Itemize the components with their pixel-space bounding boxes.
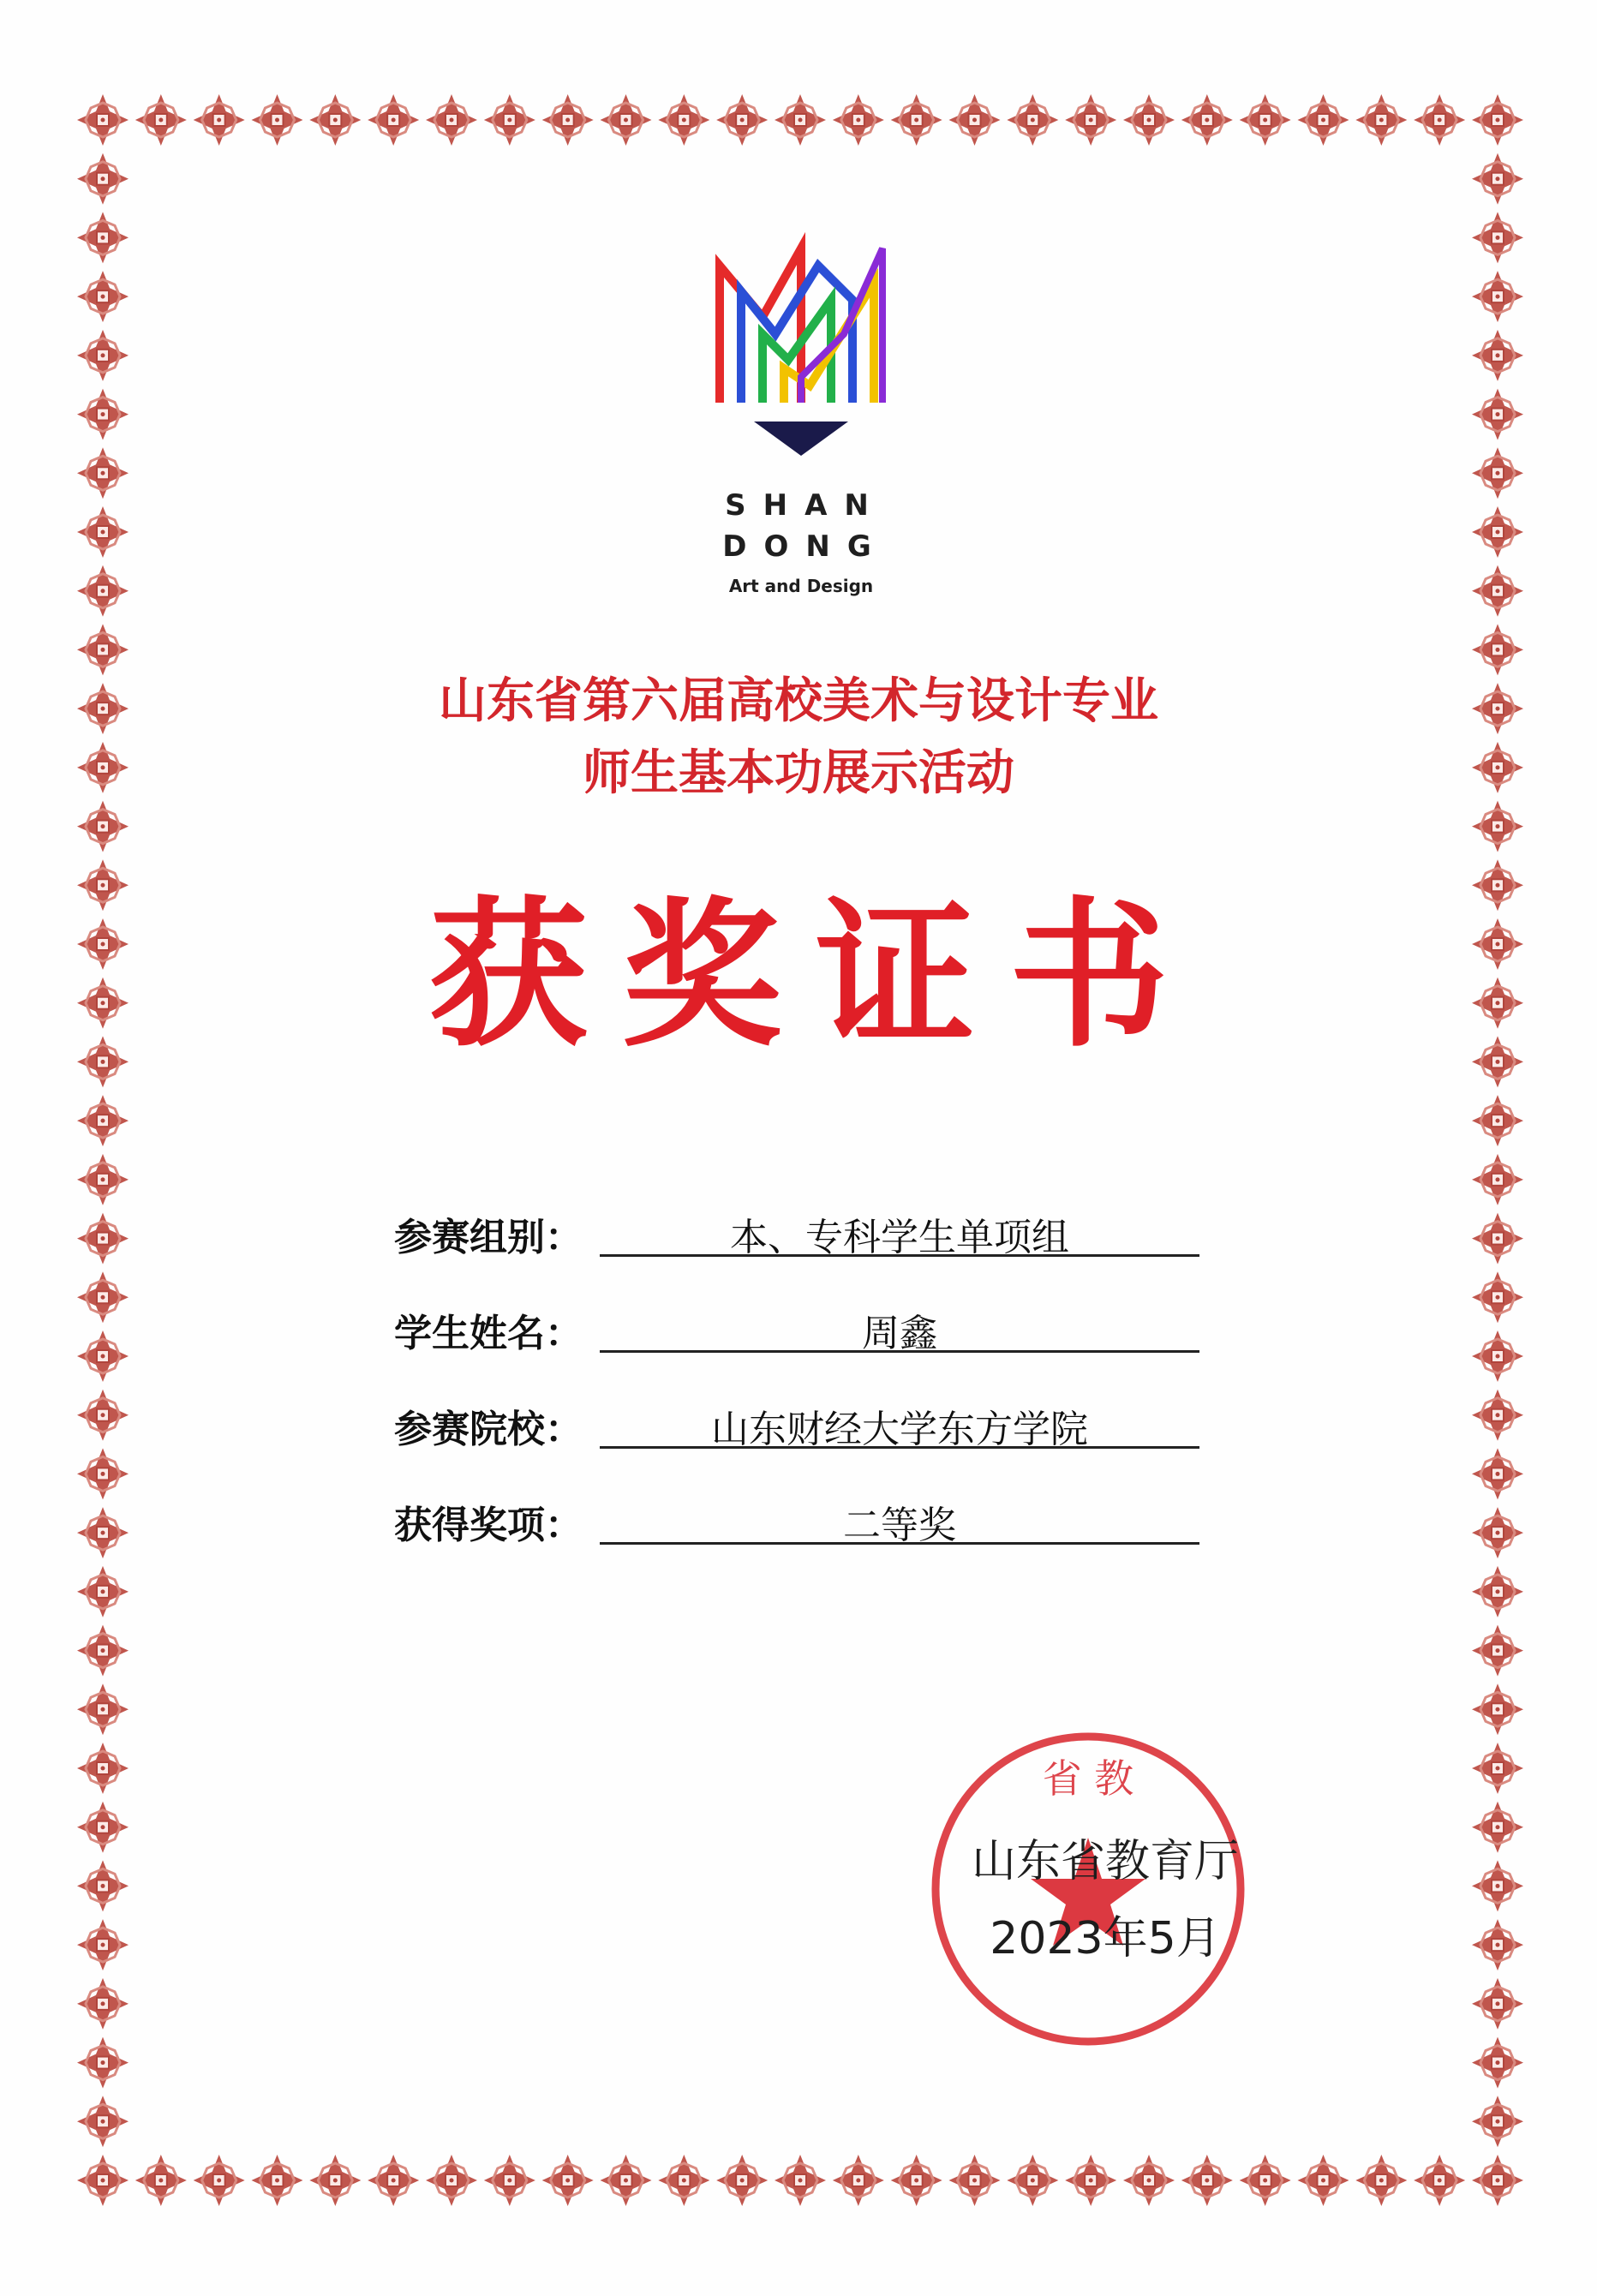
border-ornament-icon (77, 565, 129, 617)
border-ornament-icon (891, 2155, 942, 2206)
logo-text-shan: SHAN (725, 488, 886, 523)
border-ornament-icon (1472, 1507, 1523, 1558)
border-ornament-icon (77, 271, 129, 322)
event-title-line2: 师生基本功展示活动 (583, 745, 1014, 801)
border-ornament-icon (1472, 1213, 1523, 1265)
border-ornament-icon (77, 2096, 129, 2147)
border-ornament-icon (1472, 506, 1523, 558)
border-ornament-icon (77, 447, 129, 499)
border-ornament-icon (1472, 1625, 1523, 1677)
border-ornament-icon (1472, 1743, 1523, 1794)
border-ornament-icon (77, 1271, 129, 1323)
border-ornament-icon (484, 94, 535, 146)
field-value-award: 二等奖 (843, 1504, 956, 1547)
border-ornament-icon (77, 801, 129, 852)
border-ornament-icon (1472, 1860, 1523, 1911)
border-ornament-icon (1181, 94, 1233, 146)
border-ornament-icon (77, 94, 129, 146)
issue-date: 2023年5月 (990, 1913, 1221, 1964)
border-ornament-icon (194, 2155, 245, 2206)
official-seal (921, 1722, 1255, 2056)
border-ornament-icon (1472, 1919, 1523, 1970)
field-row-student-name (394, 1295, 1208, 1364)
border-ornament-icon (77, 1507, 129, 1558)
border-ornament-icon (1007, 94, 1058, 146)
border-ornament-icon (1240, 94, 1291, 146)
border-ornament-icon (775, 94, 826, 146)
border-ornament-icon (1472, 1271, 1523, 1323)
border-ornament-icon (368, 2155, 419, 2206)
border-ornament-icon (309, 94, 361, 146)
border-ornament-icon (1472, 389, 1523, 440)
border-ornament-icon (1355, 94, 1407, 146)
border-ornament-icon (891, 94, 942, 146)
border-ornament-icon (601, 2155, 652, 2206)
border-ornament-icon (77, 1390, 129, 1441)
border-ornament-icon (1298, 2155, 1349, 2206)
border-ornament-icon (77, 212, 129, 263)
logo-text-art-design: Art and Design (728, 576, 874, 596)
border-ornament-icon (1298, 94, 1349, 146)
field-value-school: 山东财经大学东方学院 (711, 1408, 1088, 1451)
border-ornament-icon (1472, 153, 1523, 205)
border-ornament-icon (77, 1566, 129, 1617)
border-ornament-icon (1472, 1978, 1523, 2030)
border-ornament-icon (949, 2155, 1001, 2206)
border-ornament-icon (194, 94, 245, 146)
border-ornament-icon (368, 94, 419, 146)
border-ornament-icon (426, 2155, 477, 2206)
border-ornament-icon (658, 94, 709, 146)
field-underline (600, 1487, 1199, 1545)
border-ornament-icon (1240, 2155, 1291, 2206)
border-ornament-icon (1414, 2155, 1465, 2206)
border-ornament-icon (775, 2155, 826, 2206)
field-label-student-name: 学生姓名： (394, 1312, 583, 1355)
field-label-group: 参赛组别： (394, 1216, 583, 1259)
border-ornament-icon (1472, 271, 1523, 322)
border-ornament-icon (658, 2155, 709, 2206)
border-ornament-icon (1472, 1566, 1523, 1617)
shandong-art-design-logo (703, 231, 900, 617)
field-underline (600, 1199, 1199, 1257)
border-ornament-icon (949, 94, 1001, 146)
border-ornament-icon (1472, 1802, 1523, 1853)
border-ornament-icon (1123, 94, 1175, 146)
border-ornament-icon (309, 2155, 361, 2206)
border-ornament-icon (77, 1154, 129, 1205)
border-ornament-icon (1472, 801, 1523, 852)
border-ornament-icon (601, 94, 652, 146)
border-ornament-icon (1472, 1390, 1523, 1441)
border-ornament-icon (77, 1802, 129, 1853)
border-ornament-icon (77, 1683, 129, 1735)
border-ornament-icon (1472, 1095, 1523, 1146)
border-ornament-icon (1472, 2037, 1523, 2089)
issuer-name: 山东省教育厅 (971, 1836, 1239, 1887)
border-ornament-icon (252, 94, 303, 146)
border-ornament-icon (1472, 447, 1523, 499)
field-underline (600, 1391, 1199, 1449)
field-row-school (394, 1391, 1208, 1460)
field-label-award: 获得奖项： (394, 1504, 583, 1547)
border-ornament-icon (77, 389, 129, 440)
field-label-school: 参赛院校： (394, 1408, 583, 1451)
border-ornament-icon (542, 2155, 594, 2206)
field-row-group (394, 1199, 1208, 1268)
field-underline (600, 1295, 1199, 1353)
border-ornament-icon (1472, 1154, 1523, 1205)
border-ornament-icon (1065, 94, 1116, 146)
border-ornament-icon (1414, 94, 1465, 146)
border-ornament-icon (77, 2037, 129, 2089)
border-ornament-icon (1181, 2155, 1233, 2206)
border-ornament-icon (1472, 212, 1523, 263)
field-value-student-name: 周鑫 (862, 1312, 937, 1355)
field-value-group: 本、专科学生单项组 (730, 1216, 1069, 1259)
border-ornament-icon (135, 94, 187, 146)
border-ornament-icon (1472, 565, 1523, 617)
m-logo-icon (703, 231, 900, 480)
border-ornament-icon (77, 1860, 129, 1911)
border-ornament-icon (1472, 330, 1523, 381)
border-ornament-icon (77, 1919, 129, 1970)
border-ornament-icon (1065, 2155, 1116, 2206)
border-ornament-icon (1472, 1448, 1523, 1499)
border-ornament-icon (77, 330, 129, 381)
border-ornament-icon (77, 1743, 129, 1794)
border-ornament-icon (716, 94, 768, 146)
border-ornament-icon (1355, 2155, 1407, 2206)
border-ornament-icon (1472, 1683, 1523, 1735)
border-ornament-icon (1472, 94, 1523, 146)
border-ornament-icon (135, 2155, 187, 2206)
border-ornament-icon (1472, 1330, 1523, 1382)
event-title-line1: 山东省第六届高校美术与设计专业 (439, 673, 1158, 729)
border-ornament-icon (77, 1625, 129, 1677)
border-ornament-icon (77, 506, 129, 558)
border-ornament-icon (1123, 2155, 1175, 2206)
field-row-award (394, 1487, 1208, 1556)
border-ornament-icon (252, 2155, 303, 2206)
border-ornament-icon (426, 94, 477, 146)
border-ornament-icon (484, 2155, 535, 2206)
border-ornament-icon (77, 1330, 129, 1382)
border-ornament-icon (542, 94, 594, 146)
border-ornament-icon (77, 153, 129, 205)
border-ornament-icon (77, 1213, 129, 1265)
seal-top-text: 省 教 (1042, 1755, 1134, 1802)
certificate-title: 获奖证书 (428, 881, 1203, 1068)
border-ornament-icon (716, 2155, 768, 2206)
border-ornament-icon (1007, 2155, 1058, 2206)
border-ornament-icon (1472, 2096, 1523, 2147)
logo-text-dong: DONG (722, 529, 888, 564)
border-ornament-icon (77, 1448, 129, 1499)
border-ornament-icon (833, 2155, 884, 2206)
border-ornament-icon (77, 2155, 129, 2206)
border-ornament-icon (77, 1095, 129, 1146)
border-ornament-icon (833, 94, 884, 146)
border-ornament-icon (77, 1978, 129, 2030)
border-ornament-icon (1472, 2155, 1523, 2206)
